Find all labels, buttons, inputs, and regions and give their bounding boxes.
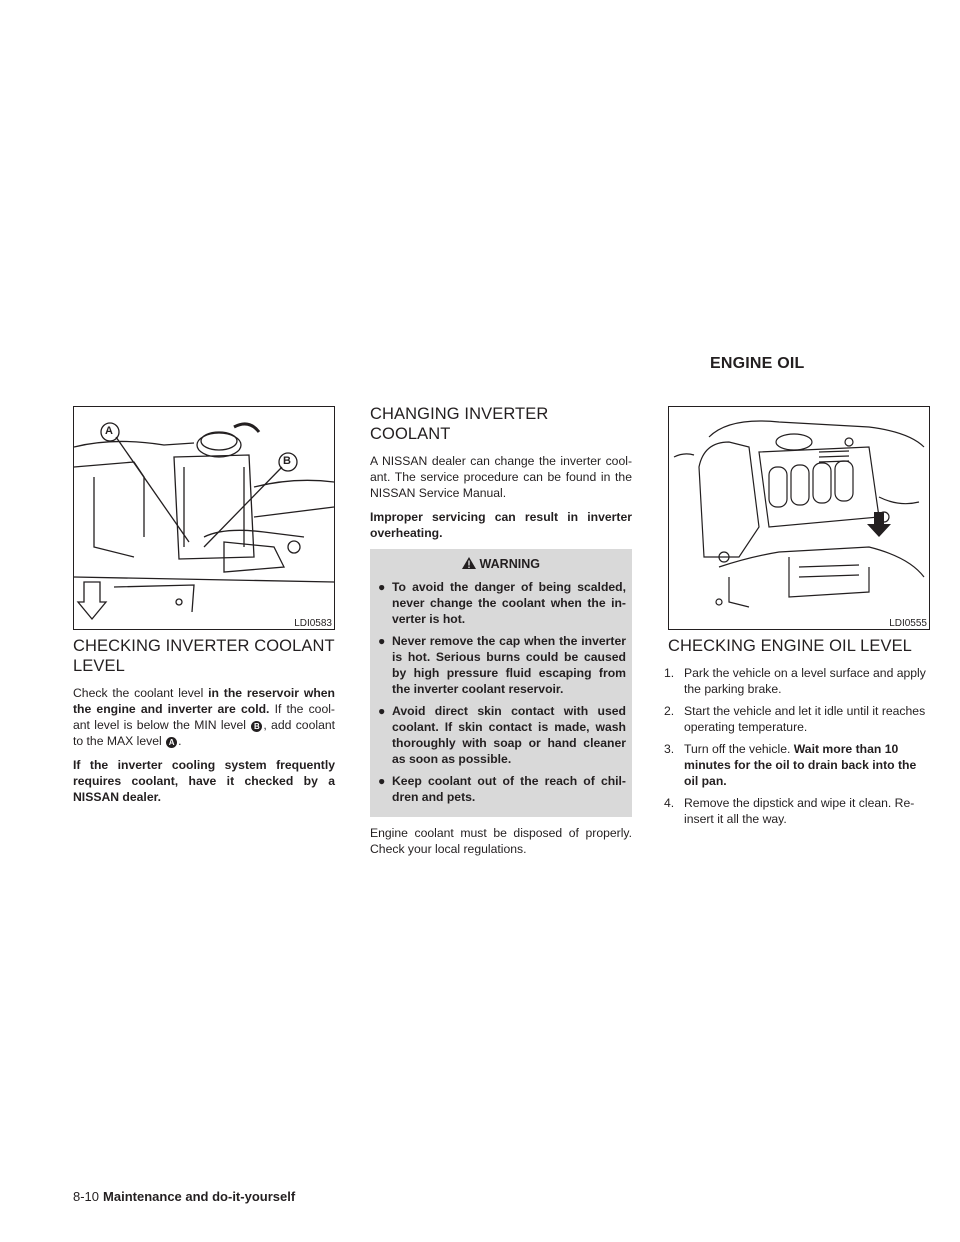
oil-check-steps (664, 665, 930, 827)
figure-label-a: A (105, 425, 113, 437)
marker-a-icon: A (166, 737, 177, 748)
warning-title: WARNING (376, 557, 626, 571)
column-inverter-coolant-level (73, 406, 335, 813)
heading-checking-engine-oil-level: CHECKING ENGINE OIL LEVEL (668, 637, 912, 655)
list-item: 4. Remove the dipstick and wipe it clean. Re-insert it all the way. (664, 796, 915, 826)
section-header: ENGINE OIL (710, 355, 805, 372)
column-changing-coolant (370, 406, 632, 865)
warning-triangle-icon (462, 557, 476, 569)
paragraph-improper-servicing: Improper servicing can result in inverter overheating. (370, 510, 632, 540)
figure-coolant-reservoir (73, 406, 335, 630)
warning-item: ● Keep coolant out of the reach of chil-dren and pets. (378, 774, 626, 804)
page-number: 8-10 (73, 1189, 100, 1204)
list-item: 2. Start the vehicle and let it idle until it reaches operating temperature. (664, 704, 926, 734)
engine-dipstick-illustration (669, 407, 929, 629)
heading-changing-inverter-coolant: CHANGING INVERTER COOLANT (370, 405, 549, 443)
column-engine-oil-level (664, 406, 930, 833)
paragraph-check-coolant: Check the coolant level in the reservoir when the engine and inverter are cold. If the cool-ant level is below the MIN level B , add coolant to the MAX level A . (73, 686, 336, 748)
figure-label-b: B (283, 455, 291, 467)
coolant-reservoir-illustration (74, 407, 334, 629)
paragraph-disposal: Engine coolant must be disposed of properly. Check your local regulations. (370, 826, 632, 856)
figure-engine-oil-dipstick (668, 406, 930, 630)
page-footer (73, 1189, 295, 1204)
paragraph-dealer-change: A NISSAN dealer can change the inverter cool-ant. The service procedure can be found in the NISSAN Service Manual. (370, 454, 632, 500)
paragraph-frequent-coolant: If the inverter cooling system frequently requires coolant, have it checked by a NISSAN dealer. (73, 758, 335, 804)
list-item: 3. Turn off the vehicle. Wait more than 10 minutes for the oil to drain back into the oil pan. (664, 742, 917, 788)
list-item: 1. Park the vehicle on a level surface and apply the parking brake. (664, 666, 926, 696)
warning-item: ● Never remove the cap when the inverter is hot. Serious burns could be caused by high pressure fluid escaping from the inverter coolant reservoir. (378, 634, 626, 696)
figure-code: LDI0583 (294, 618, 332, 629)
marker-b-icon: B (251, 721, 262, 732)
figure-code: LDI0555 (889, 618, 927, 629)
footer-title: Maintenance and do-it-yourself (103, 1189, 296, 1204)
warning-item: ● To avoid the danger of being scalded, never change the coolant when the in-verter is hot. (378, 580, 626, 626)
warning-box (370, 549, 632, 817)
warning-item: ● Avoid direct skin contact with used coolant. If skin contact is made, wash thoroughly with soap or hand cleaner as soon as possible. (378, 704, 626, 766)
heading-checking-inverter-coolant-level: CHECKING INVERTER COOLANT LEVEL (73, 637, 335, 675)
